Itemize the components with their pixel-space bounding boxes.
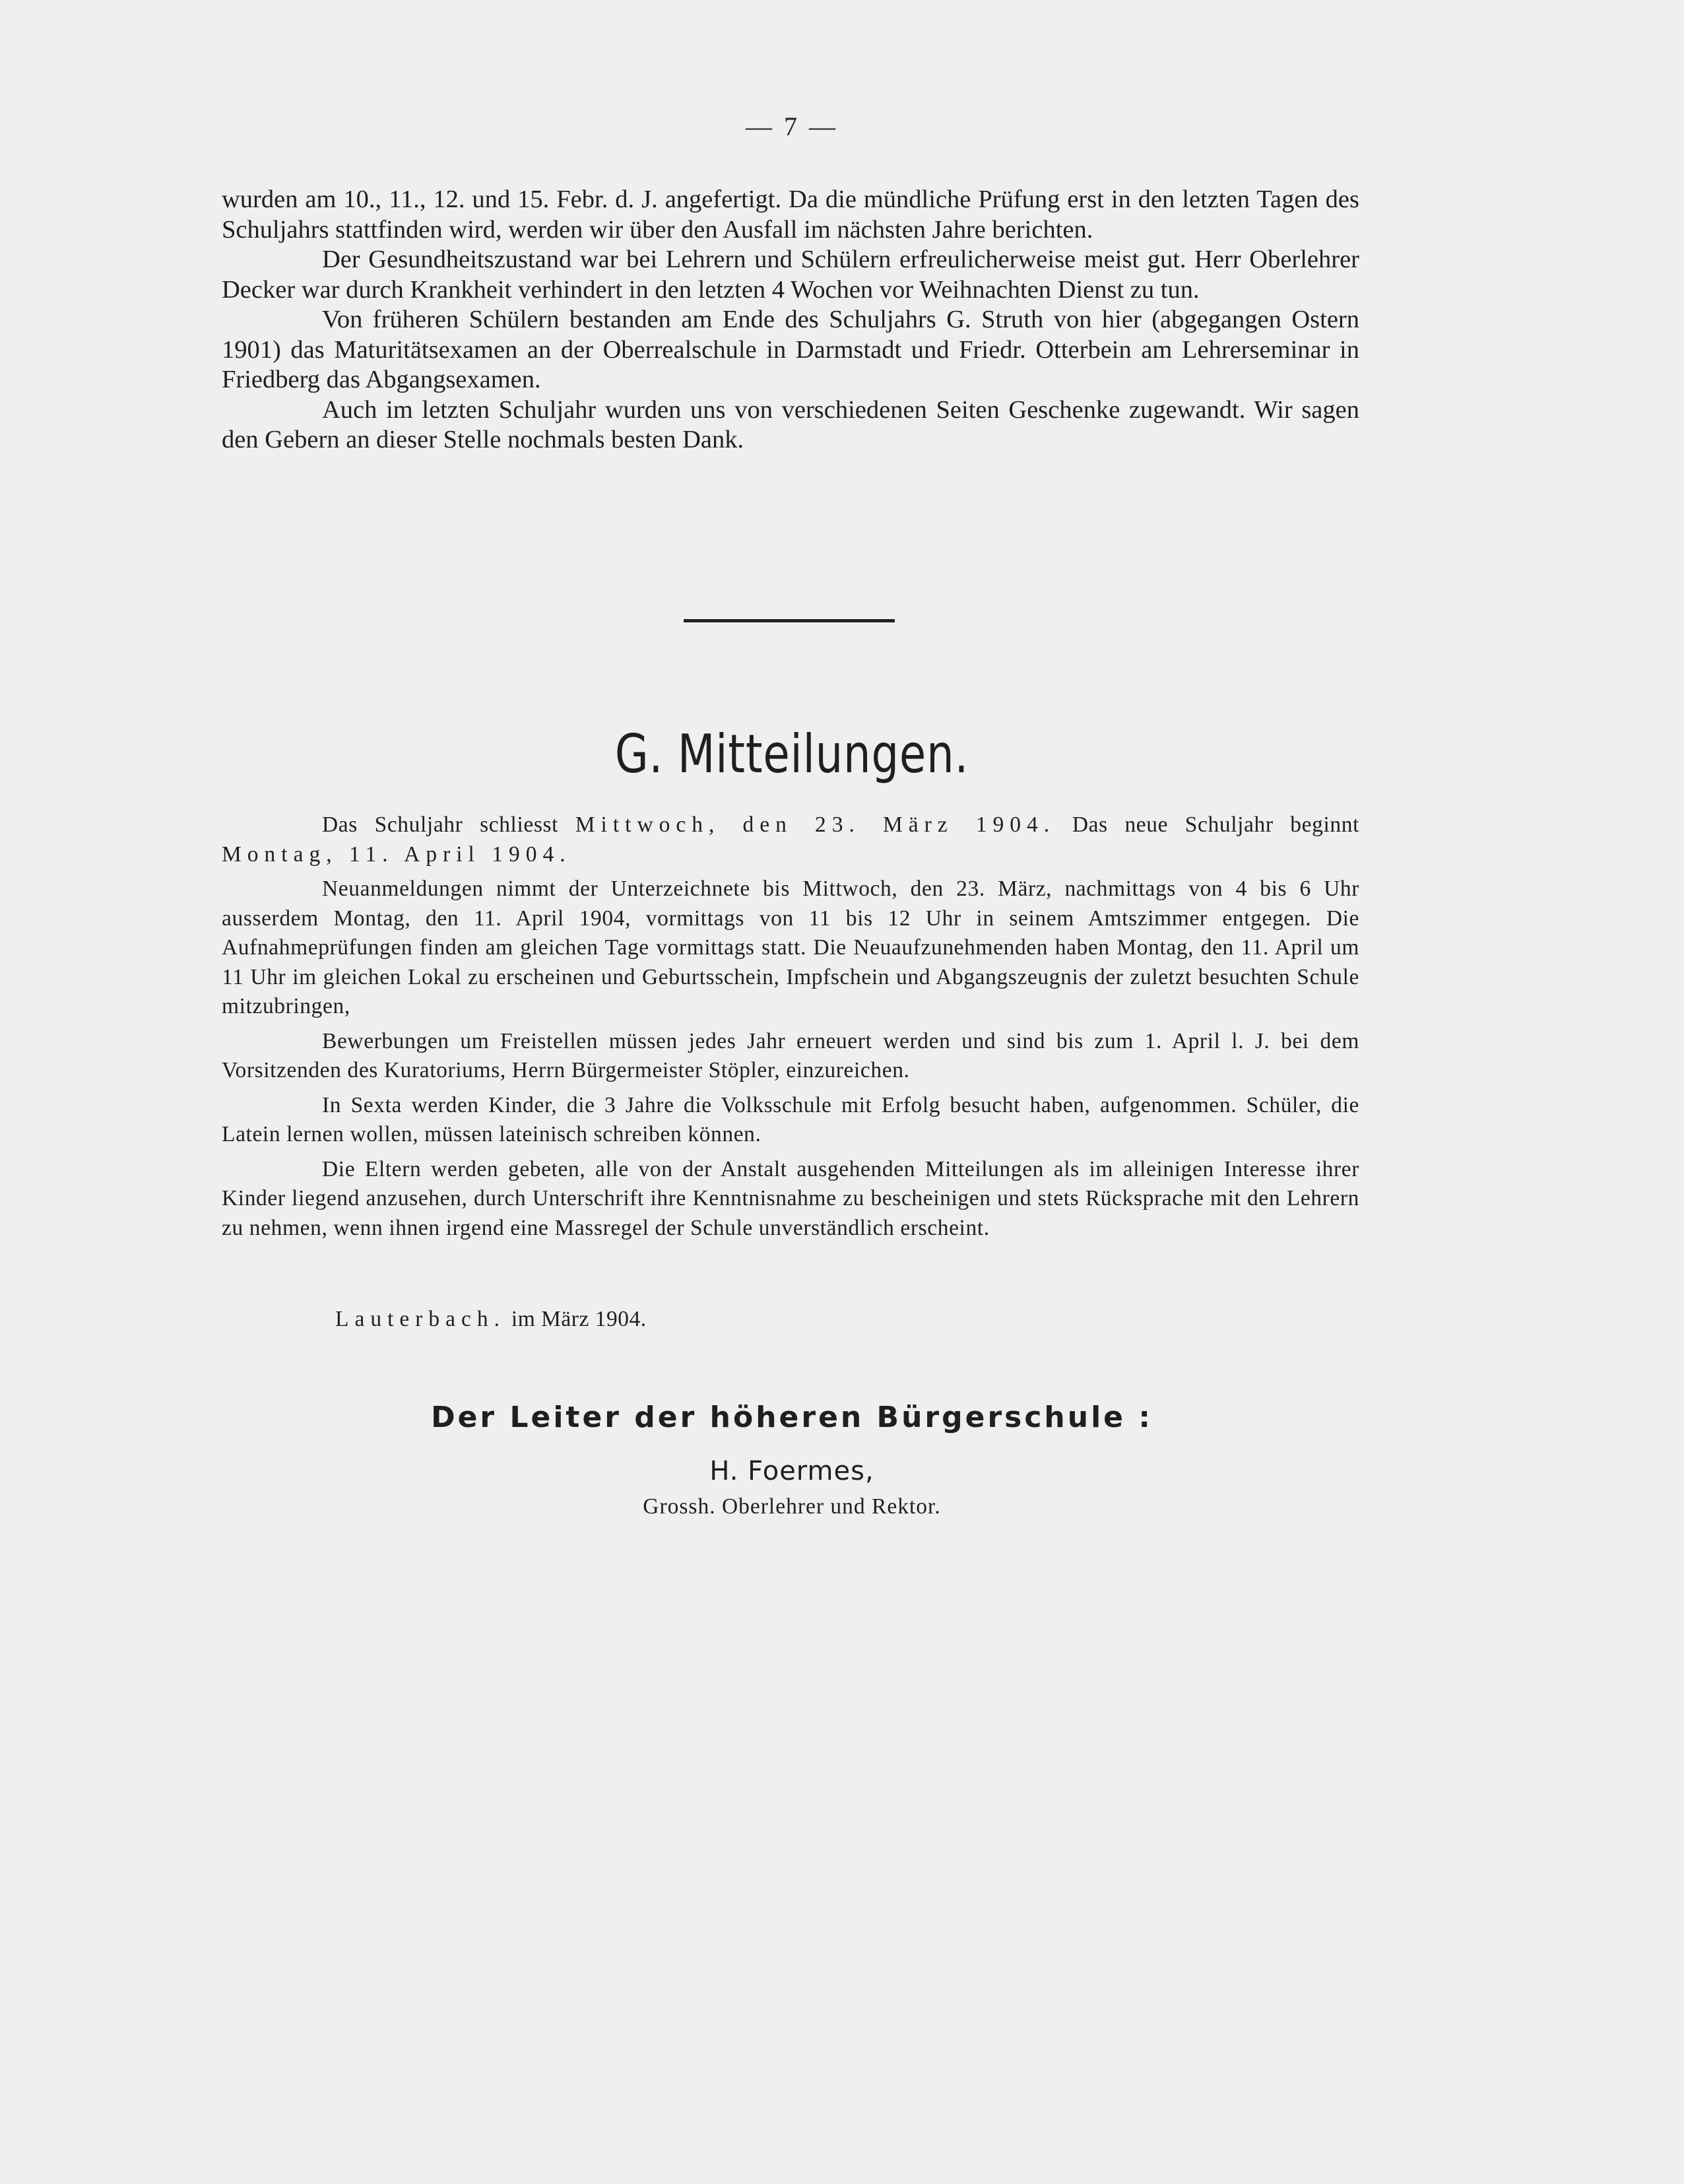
paragraph: Der Gesundheitszustand war bei Lehrern und Schülern erfreulicherweise meist gut. Herr Oberlehrer Decker war durch Krankheit verhindert in den letzten 4 Wochen vor Weihnachten Dienst zu tun. xyxy=(222,246,1359,304)
emphasized-date: Mittwoch, den 23. März 1904. xyxy=(575,812,1056,837)
section-g-text xyxy=(222,811,1359,1248)
section-heading: G. Mitteilungen. xyxy=(614,723,969,785)
paragraph: Auch im letzten Schuljahr wurden uns von verschiedenen Seiten Geschenke zugewandt. Wir sagen den Gebern an dieser Stelle nochmals besten Dank. xyxy=(222,395,1359,453)
page-number: — 7 — xyxy=(746,112,838,141)
paragraph: wurden am 10., 11., 12. und 15. Febr. d. J. angefertigt. Da die mündliche Prüfung erst in den letzten Tagen des Schuljahrs stattfinden wird, werden wir über den Ausfall im nächsten Jahre berichten. xyxy=(222,185,1359,244)
text-run: Das neue Schuljahr beginnt xyxy=(1055,812,1359,837)
signer-role: Grossh. Oberlehrer und Rektor. xyxy=(643,1494,941,1519)
place-name: Lauterbach. xyxy=(335,1307,506,1331)
paragraph: Neuanmeldungen nimmt der Unterzeichnete bis Mittwoch, den 23. März, nachmittags von 4 bis 6 Uhr ausserdem Montag, den 11. April 1904, vormittags von 11 bis 12 Uhr in seinem Amtszimmer entgegen. Die Aufnahmeprüfungen finden am gleichen Tage vormittags statt. Die Neuaufzunehmenden haben Montag, den 11. April um 11 Uhr im gleichen Lokal zu erscheinen und Geburtsschein, Impfschein und Abgangszeugnis der zuletzt besuchten Schule mitzubringen, xyxy=(222,877,1359,1018)
section-divider xyxy=(684,619,895,622)
paragraph: Bewerbungen um Freistellen müssen jedes Jahr erneuert werden und sind bis zum 1. April l. J. bei dem Vorsitzenden des Kuratoriums, Herrn Bürgermeister Stöpler, einzureichen. xyxy=(222,1028,1359,1082)
signer-name: H. Foermes, xyxy=(709,1456,874,1486)
place-date xyxy=(335,1307,647,1332)
emphasized-date: Montag, 11. April 1904. xyxy=(222,842,571,867)
date-text: im März 1904. xyxy=(505,1307,647,1331)
paragraph: In Sexta werden Kinder, die 3 Jahre die Volksschule mit Erfolg besucht haben, aufgenommen. Schüler, die Latein lernen wollen, müssen lateinisch schreiben können. xyxy=(222,1092,1359,1146)
paragraph: Die Eltern werden gebeten, alle von der Anstalt ausgehenden Mitteilungen als im alleinigen Interesse ihrer Kinder liegend anzusehen, durch Unterschrift ihre Kenntnisnahme zu bescheinigen und stets Rücksprache mit den Lehrern zu nehmen, wenn ihnen irgend eine Massregel der Schule unverständlich erscheint. xyxy=(222,1156,1359,1240)
paragraph: Von früheren Schülern bestanden am Ende des Schuljahrs G. Struth von hier (abgegangen Ostern 1901) das Maturitätsexamen an der Oberrealschule in Darmstadt und Friedr. Otterbein am Lehrerseminar in Friedberg das Abgangsexamen. xyxy=(222,306,1359,393)
signer-title: Der Leiter der höheren Bürgerschule : xyxy=(431,1401,1153,1434)
paragraph xyxy=(222,811,1359,869)
text-run: Das Schuljahr schliesst xyxy=(322,812,575,837)
section-f-text xyxy=(222,185,1359,455)
